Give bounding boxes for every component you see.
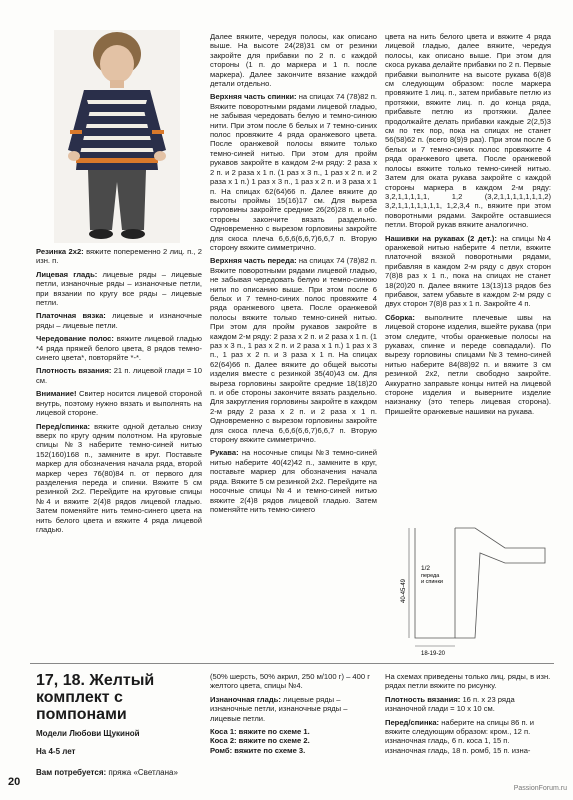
stripes-text: вяжите лицевой гладью *4 ряда пряжей белого цвета, 8 рядов темно-синего цвета*, повторяйте *-*. [36,334,202,363]
schema-note-text: На схемах приведены только лиц. ряды, в изн. рядах петли вяжите по рисунку. [385,672,551,691]
density-title-2: Плотность вязания: [385,694,461,704]
section-divider [30,663,554,664]
sleeves-title: Рукава: [210,448,239,458]
sweater-schema-diagram [395,518,555,658]
rhombus-line: Ромб: вяжите по схеме 3. [210,745,306,755]
boy-in-striped-sweater-photo [54,30,180,243]
cable2-line: Коса 2: вяжите по схеме 2. [210,736,310,746]
cable1-line: Коса 1: вяжите по схеме 1. [210,727,310,737]
half-label: 1/2 [421,565,431,572]
sleeves-text: на носочные спицы №3 темно-синей нитью наберите 40(42)42 п., замкните в круг, поставьте маркер для обозначения начала ряда. Вяжите 5 см резинкой 2х2. Перейдите на носочные спицы №4 и темно-синей нитью вяжите 2(4)8 рядов лицевой гладью. Затем поменяйте нить темно-синего [210,448,377,514]
front-back-text: вяжите одной деталью снизу вверх по кругу одним полотном. На круговые спицы №3 наберите темно-синей нитью 152(160)168 п., замкните в круг. Поставьте маркер для обозначения начала ряда, второй маркер через 76(80)84 п. от первого для разделения переда и спинки. Вяжите 5 см резинкой 2х2. Перейдите на круговые спицы №4 и вяжите 2(4)8 рядов лицевой гладью. Затем поменяйте нить темно-синего цвета на нить белого цвета и вяжите 4 ряда лицевой гладью. [36,421,202,534]
front-back-title-2: Перед/спинка: [385,717,440,727]
bottom-column-3 [385,672,551,759]
front-upper-title: Верхняя часть переда: [210,256,297,266]
trim-title: Нашивки на рукавах (2 дет.): [385,233,497,243]
back-upper-text: на спицах 74 (78)82 п. Вяжите поворотными рядами лицевой гладью, не забывая чередовать белую и темно-синюю нити. При этом после 6 белых и 7 темно-синих полос провяжите 4 ряда оранжевого цвета. После оранжевой полосы вяжите только темно-синей нитью. При этом для пройм рукавов закройте в каждом 2-м ряду: 2 раза х 2 п. и 2 раза х 1 п. (1 раз х 3 п., 1 раз х 2 п. и 2 раза х 1 п.) 1 раз х 3 п., 1 раз х 2 п. и 3 раза х 1 п. На спицах 62(64)66 п. Далее вяжите до высоты проймы 15(16)17 см. Для выреза горловины закройте средние 26(26)28 п. и обе стороны закончите вязать раздельно. Одновременно с вырезом горловины закройте для скоса плеча 6,6,6(6,6,7)6,6,7 п. Вторую сторону вяжите симметрично. [210,92,377,252]
sleeves-continue-text: цвета на нить белого цвета и вяжите 4 ряда лицевой гладью, далее вяжите, чередуя полосы, как описано выше. При этом для скоса рукава делайте прибавки по 2 п. Первые прибавки выполните на высоте рукава 6(8)8 см следующим образом: после маркера провяжите 1 лиц. п., затем прибавьте петлю из протяжки, вяжите лиц. п. до конца ряда, прибавьте петлю из протяжки. Далее продолжайте делать прибавки каждые 2(2,5)3 см по тех пор, пока на спицах не станет 56(58)62 п. (всего 8(9)9 раз). При этом после 6 белых и 7 темно-синих полос провяжите 4 ряда оранжевого цвета. После оранжевой полосы вяжите только темно-синей нитью. Затем для оката рукава закройте с каждой стороны маркера в каждом 2-м ряду: 3,2,1,1,1,1,1, 1,2 (3,2,1,1,1,1,1,1,1,2) 3,2,1,1,1,1,1,1,1, 1,2,3,4 п., вяжите при этом поворотными рядами. Закройте оставшиеся петли. Второй рукав вяжите аналогично. [385,32,551,230]
yarn-text: (50% шерсть, 50% акрил, 250 м/100 г) – 400 г желтого цвета, спицы №4. [210,672,370,691]
need-title: Вам потребуется: [36,768,107,777]
need-text: пряжа «Светлана» [108,768,178,777]
stripes-title: Чередование полос: [36,334,114,344]
plain-title: Платочная вязка: [36,311,106,321]
assembly-text: выполните плечевые швы на лицевой стороне изделия, вшейте рукава (при этом следите, чтобы оранжевые полосы на рукавах, спинке и переде совпадали). По вырезу горловины спицами №3 темно-синей нитью наберите 84(88)92 п. и вяжите 3 см резинкой 2х2, петли свободно закройте. Аккуратно заправьте концы нитей на лицевой стороне изделия и выверните изделие наизнанку (это теперь лицевая сторона). Пришейте оранжевые нашивки на рукава. [385,312,551,416]
density-text-2: 16 п. х 23 ряда изнаночной глади = 10 х 10 см. [385,694,515,714]
stockinette-text: лицевые ряды – лицевые петли, изнаночные ряды – изнаночные петли, при вязании по кругу все ряды – лицевые петли. [36,269,202,308]
assembly-title: Сборка: [385,312,415,322]
part-label-2: и спинки [421,579,443,585]
column-2 [210,32,377,518]
watermark-text: PassionForum.ru [513,785,567,792]
density-text: 21 п. лицевой глади = 10 см. [36,366,202,385]
author-line: Модели Любови Щукиной [36,729,140,738]
bottom-column-2 [210,672,377,759]
reverse-stockinette-title: Изнаночная гладь: [210,694,281,704]
rib-text: вяжите попеременно 2 лиц. п., 2 изн. п. [36,247,202,266]
reverse-stockinette-text: лицевые ряды – изнаночные петли, изнаночные ряды – лицевые петли. [210,694,348,723]
front-back-text-2: наберите на спицы 86 п. и вяжите следующим образом: кром., 12 п. изнаночная гладь, 6 п. коса 1, 15 п. изнаночная гладь, 18 п. ромб, 15 п. изна- [385,717,535,755]
plain-text: лицевые и изнаночные ряды – лицевые петли. [36,311,202,330]
stripes-continue-text: Далее вяжите, чередуя полосы, как описано выше. На высоте 24(28)31 см от резинки закройте для прибавки по 2 п. с каждой стороны (1 п. до маркера и 1 п. после маркера). Далее закончите вязание каждой детали отдельно. [210,32,377,89]
page-number: 20 [8,776,21,788]
age-line: На 4-5 лет [36,747,76,756]
front-upper-text: на спицах 74 (78)82 п. Вяжите поворотными рядами лицевой гладью, не забывая чередовать белую и темно-синюю нити по описанию выше. При этом после 6 белых и 7 темно-синих полос провяжите 4 ряда оранжевого цвета. После оранжевой полосы вяжите только темно-синей нитью. При этом для пройм рукавов закройте в каждом 2-м ряду: 2 раза х 2 п. и 2 раза х 1 п. (1 раз х 3 п., 1 раз х 2 п. и 2 раза х 1 п.) 1 раз х 3 п., 1 раз х 2 п. и 3 раза х 1 п. На спицах 62(64)66 п. Далее вяжите до общей высоты изделия вместе с резинкой 35(40)43 см. Для выреза горловины закройте средние 18(18)20 п. и обе стороны закончите вязать раздельно. Для закругления горловины закройте в каждом 2-м ряду 2 раза х 2 п. и 2 раза х 1 п. Одновременно с вырезом горловины закройте для скоса плеча 6,6,6(6,6,7)6,6,7 п. Вторую сторону вяжите симметрично. [210,256,377,445]
stockinette-title: Лицевая гладь: [36,269,98,279]
rib-title: Резинка 2х2: [36,247,84,256]
density-title: Плотность вязания: [36,366,112,376]
part-label: переда [421,573,440,579]
front-back-title: Перед/спинка: [36,421,91,431]
yellow-set-heading [36,672,202,781]
attention-text: Свитер носится лицевой стороной внутрь, поэтому нужно вязать и выполнять на лицевой стороне. [36,389,202,418]
section-title: 17, 18. Желтый комплект с помпонами [36,672,155,723]
column-3 [385,32,551,420]
trim-text: на спицы №4 оранжевой нитью наберите 4 петли, вяжите платочной вязкой поворотными рядами, прибавляя в каждом 2-м ряду с двух сторон 7(8)8 раз х 1 п., пока на спицах не станет 18(20)20 п. Далее вяжите 13(13)13 рядов без прибавок, затем убавьте в каждом 2-м ряду с двух сторон 7(8)8 раз х 1 п. Закройте 4 п. [385,233,551,309]
width-label: 18-19-20 [421,651,446,657]
height-label: 40-45-49 [401,578,407,603]
back-upper-title: Верхняя часть спинки: [210,92,297,102]
column-1 [36,247,202,538]
attention-title: Внимание! [36,389,77,399]
